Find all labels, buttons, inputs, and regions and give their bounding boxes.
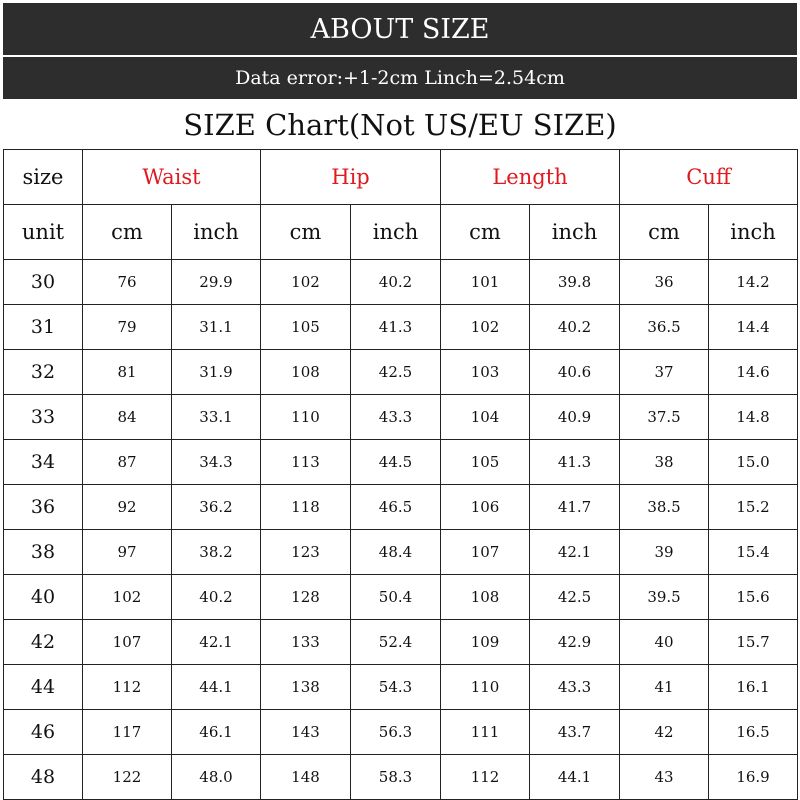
measurement-cell: 14.2 <box>709 260 798 305</box>
measurement-cell: 40.9 <box>530 395 620 440</box>
measurement-cell: 14.4 <box>709 305 798 350</box>
measurement-cell: 34.3 <box>172 440 261 485</box>
measurement-cell: 87 <box>83 440 172 485</box>
table-row <box>4 665 798 710</box>
measurement-cell: 110 <box>261 395 351 440</box>
table-row <box>4 260 798 305</box>
table-row <box>4 575 798 620</box>
unit-cell: inch <box>530 205 620 260</box>
table-row <box>4 485 798 530</box>
measurement-cell: 44.5 <box>351 440 441 485</box>
measurement-cell: 33.1 <box>172 395 261 440</box>
table-row <box>4 440 798 485</box>
measurement-cell: 113 <box>261 440 351 485</box>
measurement-cell: 107 <box>83 620 172 665</box>
measurement-cell: 97 <box>83 530 172 575</box>
measurement-cell: 105 <box>261 305 351 350</box>
measurement-cell: 104 <box>441 395 530 440</box>
size-chart-title: SIZE Chart(Not US/EU SIZE) <box>183 107 617 142</box>
measurement-cell: 42 <box>620 710 709 755</box>
measurement-cell: 123 <box>261 530 351 575</box>
measurement-cell: 108 <box>261 350 351 395</box>
unit-cell: cm <box>261 205 351 260</box>
measurement-cell: 15.4 <box>709 530 798 575</box>
measurement-cell: 102 <box>261 260 351 305</box>
size-table <box>3 149 798 800</box>
measurement-cell: 118 <box>261 485 351 530</box>
measurement-cell: 54.3 <box>351 665 441 710</box>
measurement-cell: 56.3 <box>351 710 441 755</box>
table-row <box>4 350 798 395</box>
measurement-cell: 102 <box>83 575 172 620</box>
measurement-cell: 101 <box>441 260 530 305</box>
measurement-cell: 43.3 <box>351 395 441 440</box>
table-row <box>4 305 798 350</box>
measurement-cell: 92 <box>83 485 172 530</box>
measurement-cell: 14.6 <box>709 350 798 395</box>
measurement-cell: 46.1 <box>172 710 261 755</box>
measurement-cell: 39 <box>620 530 709 575</box>
measurement-cell: 15.6 <box>709 575 798 620</box>
measurement-cell: 29.9 <box>172 260 261 305</box>
measurement-cell: 42.5 <box>530 575 620 620</box>
measurement-cell: 15.7 <box>709 620 798 665</box>
title-banner <box>3 3 797 55</box>
size-cell: 34 <box>4 440 83 485</box>
measurement-cell: 38.2 <box>172 530 261 575</box>
measurement-cell: 76 <box>83 260 172 305</box>
size-header: size <box>4 150 83 205</box>
unit-cell: cm <box>83 205 172 260</box>
measurement-cell: 40.2 <box>351 260 441 305</box>
table-row <box>4 395 798 440</box>
size-cell: 40 <box>4 575 83 620</box>
measurement-cell: 36.5 <box>620 305 709 350</box>
data-error-note: Data error:+1-2cm Linch=2.54cm <box>235 67 565 89</box>
unit-header-row <box>4 205 798 260</box>
measurement-cell: 79 <box>83 305 172 350</box>
table-row <box>4 530 798 575</box>
table-row <box>4 755 798 800</box>
measurement-cell: 36.2 <box>172 485 261 530</box>
measurement-cell: 50.4 <box>351 575 441 620</box>
measurement-cell: 112 <box>441 755 530 800</box>
size-cell: 44 <box>4 665 83 710</box>
measurement-cell: 102 <box>441 305 530 350</box>
measurement-cell: 58.3 <box>351 755 441 800</box>
measurement-cell: 133 <box>261 620 351 665</box>
table-row <box>4 710 798 755</box>
size-cell: 38 <box>4 530 83 575</box>
measurement-cell: 39.8 <box>530 260 620 305</box>
measurement-cell: 48.4 <box>351 530 441 575</box>
size-cell: 32 <box>4 350 83 395</box>
measurement-cell: 39.5 <box>620 575 709 620</box>
hip-header: Hip <box>261 150 441 205</box>
unit-cell: inch <box>709 205 798 260</box>
unit-cell: inch <box>172 205 261 260</box>
measurement-cell: 40.2 <box>172 575 261 620</box>
page-title: ABOUT SIZE <box>310 13 490 45</box>
measurement-cell: 42.5 <box>351 350 441 395</box>
measurement-cell: 108 <box>441 575 530 620</box>
length-header: Length <box>441 150 620 205</box>
measurement-cell: 36 <box>620 260 709 305</box>
unit-cell: cm <box>620 205 709 260</box>
measurement-cell: 111 <box>441 710 530 755</box>
measurement-cell: 117 <box>83 710 172 755</box>
measurement-cell: 31.1 <box>172 305 261 350</box>
measurement-cell: 46.5 <box>351 485 441 530</box>
measurement-cell: 16.9 <box>709 755 798 800</box>
measurement-cell: 37.5 <box>620 395 709 440</box>
measurement-cell: 128 <box>261 575 351 620</box>
measurement-cell: 110 <box>441 665 530 710</box>
cuff-header: Cuff <box>620 150 798 205</box>
measurement-cell: 16.5 <box>709 710 798 755</box>
size-cell: 33 <box>4 395 83 440</box>
table-row <box>4 620 798 665</box>
measurement-cell: 41 <box>620 665 709 710</box>
measurement-cell: 106 <box>441 485 530 530</box>
measurement-cell: 43.7 <box>530 710 620 755</box>
measurement-cell: 138 <box>261 665 351 710</box>
measurement-cell: 43.3 <box>530 665 620 710</box>
waist-header: Waist <box>83 150 261 205</box>
measurement-cell: 107 <box>441 530 530 575</box>
measurement-cell: 143 <box>261 710 351 755</box>
size-cell: 30 <box>4 260 83 305</box>
measurement-cell: 40.6 <box>530 350 620 395</box>
measurement-cell: 42.9 <box>530 620 620 665</box>
size-cell: 46 <box>4 710 83 755</box>
measurement-cell: 112 <box>83 665 172 710</box>
size-cell: 48 <box>4 755 83 800</box>
unit-cell: cm <box>441 205 530 260</box>
measurement-cell: 37 <box>620 350 709 395</box>
measurement-cell: 103 <box>441 350 530 395</box>
measurement-cell: 41.3 <box>351 305 441 350</box>
measurement-cell: 44.1 <box>172 665 261 710</box>
measurement-cell: 41.7 <box>530 485 620 530</box>
measurement-cell: 42.1 <box>172 620 261 665</box>
measurement-cell: 84 <box>83 395 172 440</box>
measurement-cell: 42.1 <box>530 530 620 575</box>
measurement-cell: 44.1 <box>530 755 620 800</box>
unit-cell: inch <box>351 205 441 260</box>
unit-header: unit <box>4 205 83 260</box>
measurement-cell: 48.0 <box>172 755 261 800</box>
measurement-cell: 40 <box>620 620 709 665</box>
measurement-cell: 43 <box>620 755 709 800</box>
measurement-cell: 16.1 <box>709 665 798 710</box>
measurement-cell: 15.2 <box>709 485 798 530</box>
measurement-cell: 52.4 <box>351 620 441 665</box>
measurement-cell: 41.3 <box>530 440 620 485</box>
measurement-cell: 105 <box>441 440 530 485</box>
measurement-cell: 122 <box>83 755 172 800</box>
measurement-cell: 14.8 <box>709 395 798 440</box>
measurement-cell: 40.2 <box>530 305 620 350</box>
measurement-cell: 81 <box>83 350 172 395</box>
measurement-cell: 109 <box>441 620 530 665</box>
size-cell: 31 <box>4 305 83 350</box>
size-cell: 42 <box>4 620 83 665</box>
size-cell: 36 <box>4 485 83 530</box>
measurement-cell: 31.9 <box>172 350 261 395</box>
group-header-row <box>4 150 798 205</box>
note-banner <box>3 57 797 99</box>
measurement-cell: 38 <box>620 440 709 485</box>
measurement-cell: 148 <box>261 755 351 800</box>
measurement-cell: 15.0 <box>709 440 798 485</box>
measurement-cell: 38.5 <box>620 485 709 530</box>
